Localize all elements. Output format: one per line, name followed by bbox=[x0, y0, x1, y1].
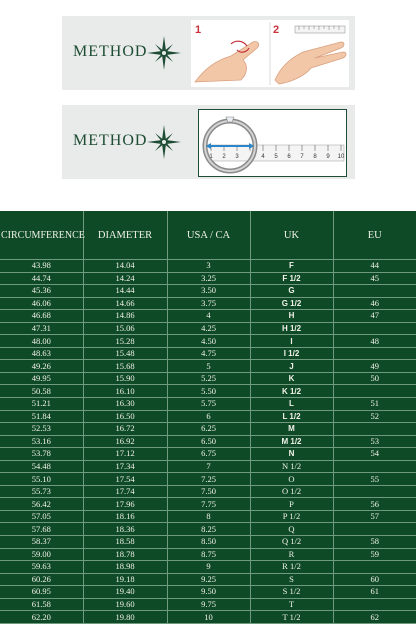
cell-usa-ca: 6.75 bbox=[167, 448, 250, 461]
cell-eu bbox=[333, 598, 416, 611]
cell-eu bbox=[333, 561, 416, 574]
cell-circumference: 62.20 bbox=[0, 611, 83, 624]
cell-eu: 59 bbox=[333, 548, 416, 561]
ruler-number: 8 bbox=[313, 154, 317, 160]
table-row bbox=[0, 398, 416, 411]
cell-usa-ca: 4 bbox=[167, 310, 250, 323]
cell-diameter: 16.50 bbox=[83, 410, 167, 423]
cell-diameter: 18.36 bbox=[83, 523, 167, 536]
table-row bbox=[0, 448, 416, 461]
table-row bbox=[0, 322, 416, 335]
table-row bbox=[0, 360, 416, 373]
cell-circumference: 50.58 bbox=[0, 385, 83, 398]
table-row bbox=[0, 460, 416, 473]
cell-uk: G 1/2 bbox=[250, 297, 333, 310]
cell-circumference: 44.74 bbox=[0, 272, 83, 285]
cell-eu: 54 bbox=[333, 448, 416, 461]
cell-circumference: 48.00 bbox=[0, 335, 83, 348]
cell-uk: R 1/2 bbox=[250, 561, 333, 574]
cell-eu: 47 bbox=[333, 310, 416, 323]
cell-circumference: 49.95 bbox=[0, 372, 83, 385]
ruler-number: 6 bbox=[287, 154, 291, 160]
cell-usa-ca: 9.75 bbox=[167, 598, 250, 611]
cell-usa-ca: 7 bbox=[167, 460, 250, 473]
cell-eu: 60 bbox=[333, 573, 416, 586]
ruler-number: 5 bbox=[274, 154, 278, 160]
cell-eu bbox=[333, 385, 416, 398]
cell-eu bbox=[333, 485, 416, 498]
cell-eu: 49 bbox=[333, 360, 416, 373]
cell-usa-ca: 8.75 bbox=[167, 548, 250, 561]
cell-eu: 56 bbox=[333, 498, 416, 511]
cell-eu bbox=[333, 285, 416, 298]
cell-eu: 57 bbox=[333, 510, 416, 523]
cell-diameter: 16.92 bbox=[83, 435, 167, 448]
cell-diameter: 16.30 bbox=[83, 398, 167, 411]
cell-circumference: 49.26 bbox=[0, 360, 83, 373]
step-number: 2 bbox=[273, 24, 280, 36]
table-row bbox=[0, 335, 416, 348]
cell-circumference: 59.63 bbox=[0, 561, 83, 574]
ruler-number: 4 bbox=[261, 154, 265, 160]
cell-circumference: 60.26 bbox=[0, 573, 83, 586]
cell-diameter: 15.28 bbox=[83, 335, 167, 348]
cell-circumference: 47.31 bbox=[0, 322, 83, 335]
table-row bbox=[0, 536, 416, 549]
cell-circumference: 51.21 bbox=[0, 398, 83, 411]
cell-circumference: 53.78 bbox=[0, 448, 83, 461]
header-diameter: DIAMETER bbox=[83, 211, 167, 260]
cell-circumference: 45.36 bbox=[0, 285, 83, 298]
cell-uk: K 1/2 bbox=[250, 385, 333, 398]
table-row bbox=[0, 410, 416, 423]
string-method-illustration bbox=[191, 20, 349, 87]
cell-usa-ca: 9.25 bbox=[167, 573, 250, 586]
cell-uk: N 1/2 bbox=[250, 460, 333, 473]
table-row bbox=[0, 573, 416, 586]
cell-uk: H 1/2 bbox=[250, 322, 333, 335]
step-number: 1 bbox=[195, 24, 202, 36]
cell-circumference: 58.37 bbox=[0, 536, 83, 549]
cell-uk: M bbox=[250, 423, 333, 436]
cell-eu: 62 bbox=[333, 611, 416, 624]
cell-diameter: 15.68 bbox=[83, 360, 167, 373]
cell-diameter: 19.40 bbox=[83, 586, 167, 599]
compass-star-icon bbox=[146, 124, 182, 160]
table-row bbox=[0, 347, 416, 360]
cell-uk: G bbox=[250, 285, 333, 298]
ruler-number: 7 bbox=[300, 154, 304, 160]
cell-uk: R bbox=[250, 548, 333, 561]
cell-usa-ca: 5.25 bbox=[167, 372, 250, 385]
cell-eu: 50 bbox=[333, 372, 416, 385]
cell-usa-ca: 7.25 bbox=[167, 473, 250, 486]
cell-diameter: 19.60 bbox=[83, 598, 167, 611]
cell-eu: 52 bbox=[333, 410, 416, 423]
table-header-row bbox=[0, 211, 416, 260]
cell-usa-ca: 8.50 bbox=[167, 536, 250, 549]
cell-diameter: 19.18 bbox=[83, 573, 167, 586]
cell-diameter: 14.66 bbox=[83, 297, 167, 310]
cell-diameter: 18.16 bbox=[83, 510, 167, 523]
table-row bbox=[0, 372, 416, 385]
cell-diameter: 16.10 bbox=[83, 385, 167, 398]
cell-usa-ca: 7.50 bbox=[167, 485, 250, 498]
cell-usa-ca: 3 bbox=[167, 260, 250, 273]
cell-eu: 61 bbox=[333, 586, 416, 599]
cell-diameter: 18.98 bbox=[83, 561, 167, 574]
cell-eu bbox=[333, 523, 416, 536]
cell-diameter: 18.58 bbox=[83, 536, 167, 549]
cell-uk: S 1/2 bbox=[250, 586, 333, 599]
cell-usa-ca: 8.25 bbox=[167, 523, 250, 536]
cell-circumference: 51.84 bbox=[0, 410, 83, 423]
cell-uk: L bbox=[250, 398, 333, 411]
ruler-number: 2 bbox=[222, 154, 226, 160]
table-row bbox=[0, 548, 416, 561]
cell-usa-ca: 3.25 bbox=[167, 272, 250, 285]
table-row bbox=[0, 423, 416, 436]
cell-diameter: 15.06 bbox=[83, 322, 167, 335]
cell-diameter: 17.12 bbox=[83, 448, 167, 461]
table-row bbox=[0, 285, 416, 298]
cell-circumference: 61.58 bbox=[0, 598, 83, 611]
cell-uk: T bbox=[250, 598, 333, 611]
cell-eu: 55 bbox=[333, 473, 416, 486]
cell-circumference: 56.42 bbox=[0, 498, 83, 511]
cell-circumference: 54.48 bbox=[0, 460, 83, 473]
cell-uk: M 1/2 bbox=[250, 435, 333, 448]
cell-circumference: 55.10 bbox=[0, 473, 83, 486]
cell-diameter: 15.90 bbox=[83, 372, 167, 385]
cell-circumference: 57.05 bbox=[0, 510, 83, 523]
ring-size-table bbox=[0, 211, 416, 624]
cell-uk: J bbox=[250, 360, 333, 373]
cell-circumference: 46.06 bbox=[0, 297, 83, 310]
header-usa-ca: USA / CA bbox=[167, 211, 250, 260]
cell-eu: 45 bbox=[333, 272, 416, 285]
cell-diameter: 17.34 bbox=[83, 460, 167, 473]
cell-circumference: 53.16 bbox=[0, 435, 83, 448]
table-row bbox=[0, 561, 416, 574]
cell-uk: S bbox=[250, 573, 333, 586]
cell-usa-ca: 5 bbox=[167, 360, 250, 373]
cell-uk: H bbox=[250, 310, 333, 323]
header-eu: EU bbox=[333, 211, 416, 260]
table-row bbox=[0, 510, 416, 523]
cell-diameter: 14.24 bbox=[83, 272, 167, 285]
table-row bbox=[0, 498, 416, 511]
cell-usa-ca: 3.50 bbox=[167, 285, 250, 298]
cell-uk: F 1/2 bbox=[250, 272, 333, 285]
method-card-ring bbox=[62, 105, 355, 179]
cell-uk: K bbox=[250, 372, 333, 385]
cell-uk: I bbox=[250, 335, 333, 348]
cell-eu bbox=[333, 322, 416, 335]
cell-circumference: 46.68 bbox=[0, 310, 83, 323]
cell-usa-ca: 3.75 bbox=[167, 297, 250, 310]
cell-diameter: 16.72 bbox=[83, 423, 167, 436]
cell-diameter: 14.44 bbox=[83, 285, 167, 298]
method-card-string bbox=[62, 16, 355, 90]
cell-usa-ca: 4.25 bbox=[167, 322, 250, 335]
cell-eu bbox=[333, 460, 416, 473]
cell-uk: P 1/2 bbox=[250, 510, 333, 523]
cell-diameter: 14.04 bbox=[83, 260, 167, 273]
cell-uk: L 1/2 bbox=[250, 410, 333, 423]
cell-diameter: 15.48 bbox=[83, 347, 167, 360]
ruler-number: 10 bbox=[337, 154, 345, 160]
cell-usa-ca: 9 bbox=[167, 561, 250, 574]
cell-circumference: 55.73 bbox=[0, 485, 83, 498]
table-row bbox=[0, 310, 416, 323]
table-row bbox=[0, 385, 416, 398]
cell-usa-ca: 10 bbox=[167, 611, 250, 624]
table-row bbox=[0, 523, 416, 536]
table-row bbox=[0, 272, 416, 285]
cell-usa-ca: 5.50 bbox=[167, 385, 250, 398]
cell-usa-ca: 6.25 bbox=[167, 423, 250, 436]
cell-circumference: 60.95 bbox=[0, 586, 83, 599]
table-row bbox=[0, 485, 416, 498]
cell-uk: Q 1/2 bbox=[250, 536, 333, 549]
cell-circumference: 43.98 bbox=[0, 260, 83, 273]
table-row bbox=[0, 260, 416, 273]
header-uk: UK bbox=[250, 211, 333, 260]
cell-usa-ca: 7.75 bbox=[167, 498, 250, 511]
cell-usa-ca: 9.50 bbox=[167, 586, 250, 599]
cell-circumference: 48.63 bbox=[0, 347, 83, 360]
method-label: METHOD bbox=[73, 132, 148, 149]
cell-usa-ca: 6 bbox=[167, 410, 250, 423]
cell-eu: 53 bbox=[333, 435, 416, 448]
cell-usa-ca: 5.75 bbox=[167, 398, 250, 411]
cell-diameter: 14.86 bbox=[83, 310, 167, 323]
cell-eu: 48 bbox=[333, 335, 416, 348]
cell-uk: O bbox=[250, 473, 333, 486]
cell-uk: N bbox=[250, 448, 333, 461]
cell-diameter: 19.80 bbox=[83, 611, 167, 624]
cell-uk: T 1/2 bbox=[250, 611, 333, 624]
cell-usa-ca: 8 bbox=[167, 510, 250, 523]
cell-eu bbox=[333, 347, 416, 360]
method-label: METHOD bbox=[73, 43, 148, 60]
cell-diameter: 17.96 bbox=[83, 498, 167, 511]
table-row bbox=[0, 297, 416, 310]
cell-eu bbox=[333, 423, 416, 436]
header-circumference: CIRCUMFERENCE bbox=[0, 211, 83, 260]
cell-usa-ca: 4.75 bbox=[167, 347, 250, 360]
table-row bbox=[0, 435, 416, 448]
cell-uk: O 1/2 bbox=[250, 485, 333, 498]
cell-eu: 58 bbox=[333, 536, 416, 549]
cell-diameter: 18.78 bbox=[83, 548, 167, 561]
table-row bbox=[0, 586, 416, 599]
ruler-number: 1 bbox=[209, 154, 213, 160]
table-row bbox=[0, 598, 416, 611]
cell-eu: 51 bbox=[333, 398, 416, 411]
cell-uk: F bbox=[250, 260, 333, 273]
cell-eu: 44 bbox=[333, 260, 416, 273]
ring-measure-illustration bbox=[198, 109, 347, 177]
ruler-number: 9 bbox=[326, 154, 330, 160]
compass-star-icon bbox=[146, 35, 182, 71]
cell-uk: Q bbox=[250, 523, 333, 536]
cell-usa-ca: 6.50 bbox=[167, 435, 250, 448]
cell-circumference: 59.00 bbox=[0, 548, 83, 561]
cell-uk: I 1/2 bbox=[250, 347, 333, 360]
cell-circumference: 52.53 bbox=[0, 423, 83, 436]
cell-diameter: 17.54 bbox=[83, 473, 167, 486]
ruler-number: 3 bbox=[235, 154, 239, 160]
table-row bbox=[0, 473, 416, 486]
table-row bbox=[0, 611, 416, 624]
cell-usa-ca: 4.50 bbox=[167, 335, 250, 348]
cell-eu: 46 bbox=[333, 297, 416, 310]
cell-circumference: 57.68 bbox=[0, 523, 83, 536]
cell-diameter: 17.74 bbox=[83, 485, 167, 498]
cell-uk: P bbox=[250, 498, 333, 511]
